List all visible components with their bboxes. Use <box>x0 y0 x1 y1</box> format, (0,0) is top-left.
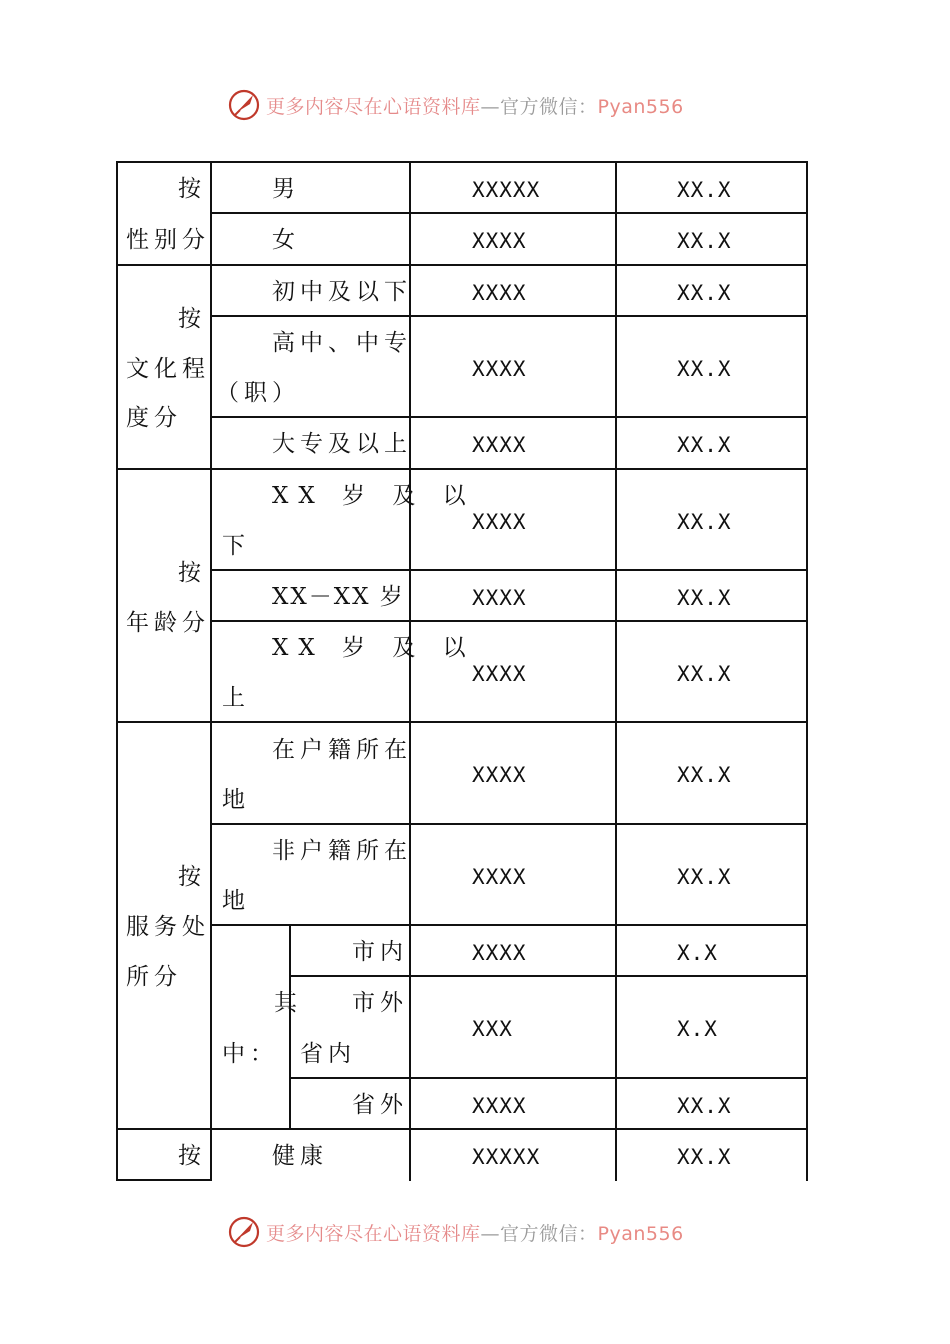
percent-value: XX.X <box>677 510 732 534</box>
watermark-banner-bottom <box>0 1212 950 1252</box>
among-label: 其 <box>274 990 302 1016</box>
category-label: 所分 <box>126 964 182 990</box>
row-label: （职） <box>216 380 300 406</box>
count-value: XXXX <box>472 281 527 305</box>
category-label: 文化程 <box>126 356 210 382</box>
category-label: 按 <box>178 560 206 586</box>
count-value: XXXX <box>472 662 527 686</box>
count-value: XXXXX <box>472 1145 541 1169</box>
percent-value: XX.X <box>677 178 732 202</box>
category-label: 按 <box>178 864 206 890</box>
row-label: 地 <box>222 888 250 914</box>
row-label: 省内 <box>300 1041 356 1067</box>
row-label: XX－XX 岁 <box>272 584 405 610</box>
category-label: 服务处 <box>126 914 210 940</box>
count-value: XXX <box>472 1017 513 1041</box>
row-label: 在户籍所在 <box>272 737 412 763</box>
count-value: XXXX <box>472 1094 527 1118</box>
row-label: 高中、中专 <box>272 330 412 356</box>
category-label: 年龄分 <box>126 610 210 636</box>
row-label: 大专及以上 <box>272 431 412 457</box>
row-label: 上 <box>222 685 250 711</box>
category-label: 度分 <box>126 405 182 431</box>
row-label: 初中及以下 <box>272 279 412 305</box>
row-label: 省外 <box>352 1092 408 1118</box>
percent-value: XX.X <box>677 865 732 889</box>
count-value: XXXX <box>472 357 527 381</box>
row-label: 市内 <box>352 939 408 965</box>
percent-value: XX.X <box>677 357 732 381</box>
percent-value: XX.X <box>677 281 732 305</box>
percent-value: X.X <box>677 941 718 965</box>
count-value: XXXX <box>472 763 527 787</box>
percent-value: XX.X <box>677 586 732 610</box>
count-value: XXXX <box>472 229 527 253</box>
percent-value: X.X <box>677 1017 718 1041</box>
category-label: 按 <box>178 176 206 202</box>
count-value: XXXX <box>472 865 527 889</box>
banner-text: 更多内容尽在心语资料库—官方微信：Pyan556 <box>266 96 684 118</box>
row-label: XX 岁 及 以 <box>272 635 476 661</box>
row-label: XX 岁 及 以 <box>272 483 476 509</box>
count-value: XXXX <box>472 510 527 534</box>
row-label: 下 <box>222 533 250 559</box>
percent-value: XX.X <box>677 662 732 686</box>
banner-text: 更多内容尽在心语资料库—官方微信：Pyan556 <box>266 1223 684 1245</box>
category-label: 按 <box>178 306 206 332</box>
percent-value: XX.X <box>677 1145 732 1169</box>
quill-circle-icon <box>226 1214 262 1250</box>
row-label: 男 <box>272 176 300 202</box>
count-value: XXXXX <box>472 178 541 202</box>
percent-value: XX.X <box>677 433 732 457</box>
among-label: 中： <box>222 1041 278 1067</box>
row-label: 非户籍所在 <box>272 838 412 864</box>
count-value: XXXX <box>472 433 527 457</box>
category-label: 按 <box>178 1143 206 1169</box>
count-value: XXXX <box>472 941 527 965</box>
count-value: XXXX <box>472 586 527 610</box>
category-label: 性别分 <box>126 227 210 253</box>
row-label: 地 <box>222 787 250 813</box>
percent-value: XX.X <box>677 763 732 787</box>
row-label: 女 <box>272 227 300 253</box>
percent-value: XX.X <box>677 229 732 253</box>
row-label: 市外 <box>352 990 408 1016</box>
row-label: 健康 <box>272 1143 328 1169</box>
percent-value: XX.X <box>677 1094 732 1118</box>
